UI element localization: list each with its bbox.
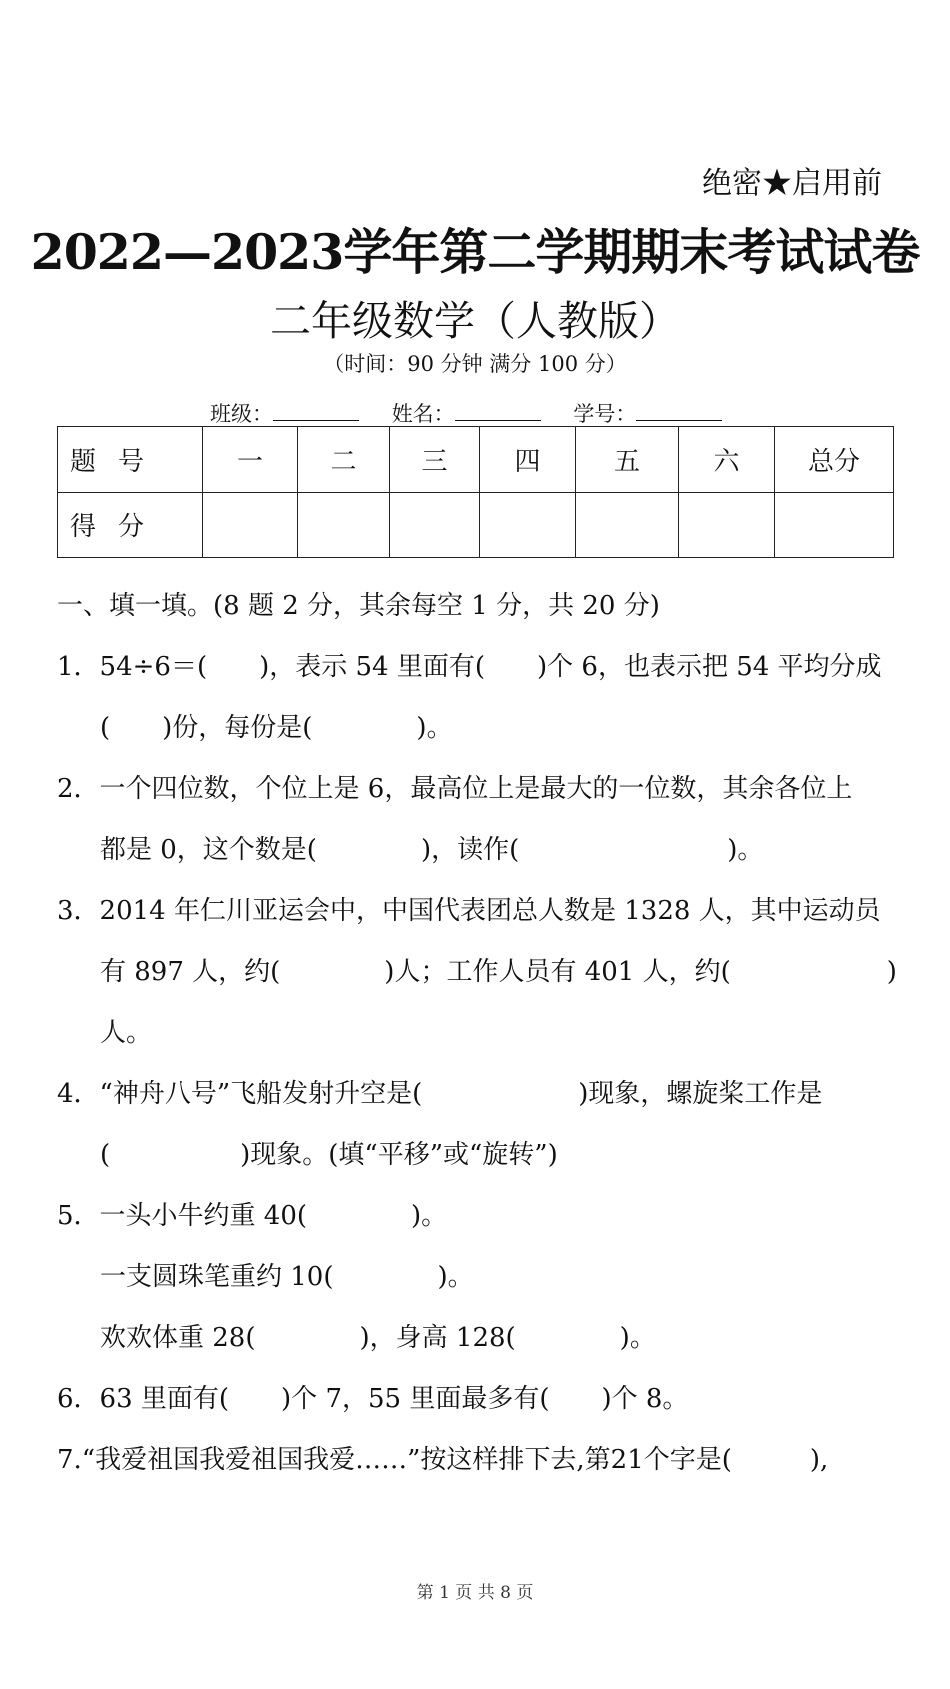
question-line: 3．2014 年仁川亚运会中，中国代表团总人数是 1328 人，其中运动员: [57, 896, 881, 926]
score-table-header-row: [58, 427, 894, 493]
question-line: 欢欢体重 28( )，身高 128( )。: [100, 1323, 656, 1353]
question-line: 有 897 人，约( )人；工作人员有 401 人，约( ): [100, 957, 897, 987]
time-info: （时间：90 分钟 满分 100 分）: [323, 352, 627, 376]
table-header-cell: 四: [480, 427, 576, 493]
question-line: ( )份，每份是( )。: [100, 713, 453, 743]
exam-title: 2022—2023学年第二学期期末考试试卷: [30, 223, 920, 281]
name-field[interactable]: [455, 400, 541, 421]
score-cell[interactable]: [203, 492, 298, 558]
score-cell[interactable]: [390, 492, 480, 558]
id-label: 学号：: [573, 402, 637, 426]
table-header-cell: 三: [390, 427, 480, 493]
score-cell[interactable]: [480, 492, 576, 558]
question-line: ( )现象。(填“平移”或“旋转”): [100, 1140, 558, 1170]
question-line: 5．一头小牛约重 40( )。: [57, 1201, 448, 1231]
class-label: 班级：: [210, 402, 273, 426]
page-footer: 第 1 页 共 8 页: [416, 1583, 534, 1603]
table-header-cell: 一: [203, 427, 298, 493]
question-line: 一支圆珠笔重约 10( )。: [100, 1262, 474, 1292]
score-cell[interactable]: [775, 492, 894, 558]
question-line: 7.“我爱祖国我爱祖国我爱……”按这样排下去,第21个字是( ),: [57, 1445, 829, 1475]
table-header-cell: 总分: [775, 427, 894, 493]
score-cell[interactable]: [298, 492, 390, 558]
question-line: 4．“神舟八号”飞船发射升空是( )现象，螺旋桨工作是: [57, 1079, 823, 1109]
score-row-label: 得分: [58, 492, 203, 558]
table-header-cell: 五: [576, 427, 679, 493]
question-line: 都是 0，这个数是( )，读作( )。: [100, 835, 764, 865]
id-field[interactable]: [636, 400, 722, 421]
score-cell[interactable]: [679, 492, 775, 558]
score-cell[interactable]: [576, 492, 679, 558]
question-line: 6．63 里面有( )个 7，55 里面最多有( )个 8。: [57, 1384, 689, 1414]
section1-heading: 一、填一填。(8 题 2 分，其余每空 1 分，共 20 分): [57, 591, 660, 621]
table-header-cell: 二: [298, 427, 390, 493]
class-field[interactable]: [273, 400, 359, 421]
table-header-cell: 题号: [58, 427, 203, 493]
score-table-score-row: [58, 492, 894, 558]
score-table: [57, 426, 894, 558]
question-line: 人。: [100, 1018, 153, 1048]
exam-subtitle: 二年级数学（人教版）: [270, 297, 680, 345]
name-label: 姓名：: [391, 402, 455, 426]
student-info-line: [210, 398, 748, 428]
table-header-cell: 六: [679, 427, 775, 493]
question-line: 1．54÷6＝( )，表示 54 里面有( )个 6，也表示把 54 平均分成: [57, 652, 882, 682]
confidential-label: 绝密★启用前: [702, 166, 882, 201]
question-line: 2．一个四位数，个位上是 6，最高位上是最大的一位数，其余各位上: [57, 774, 853, 804]
